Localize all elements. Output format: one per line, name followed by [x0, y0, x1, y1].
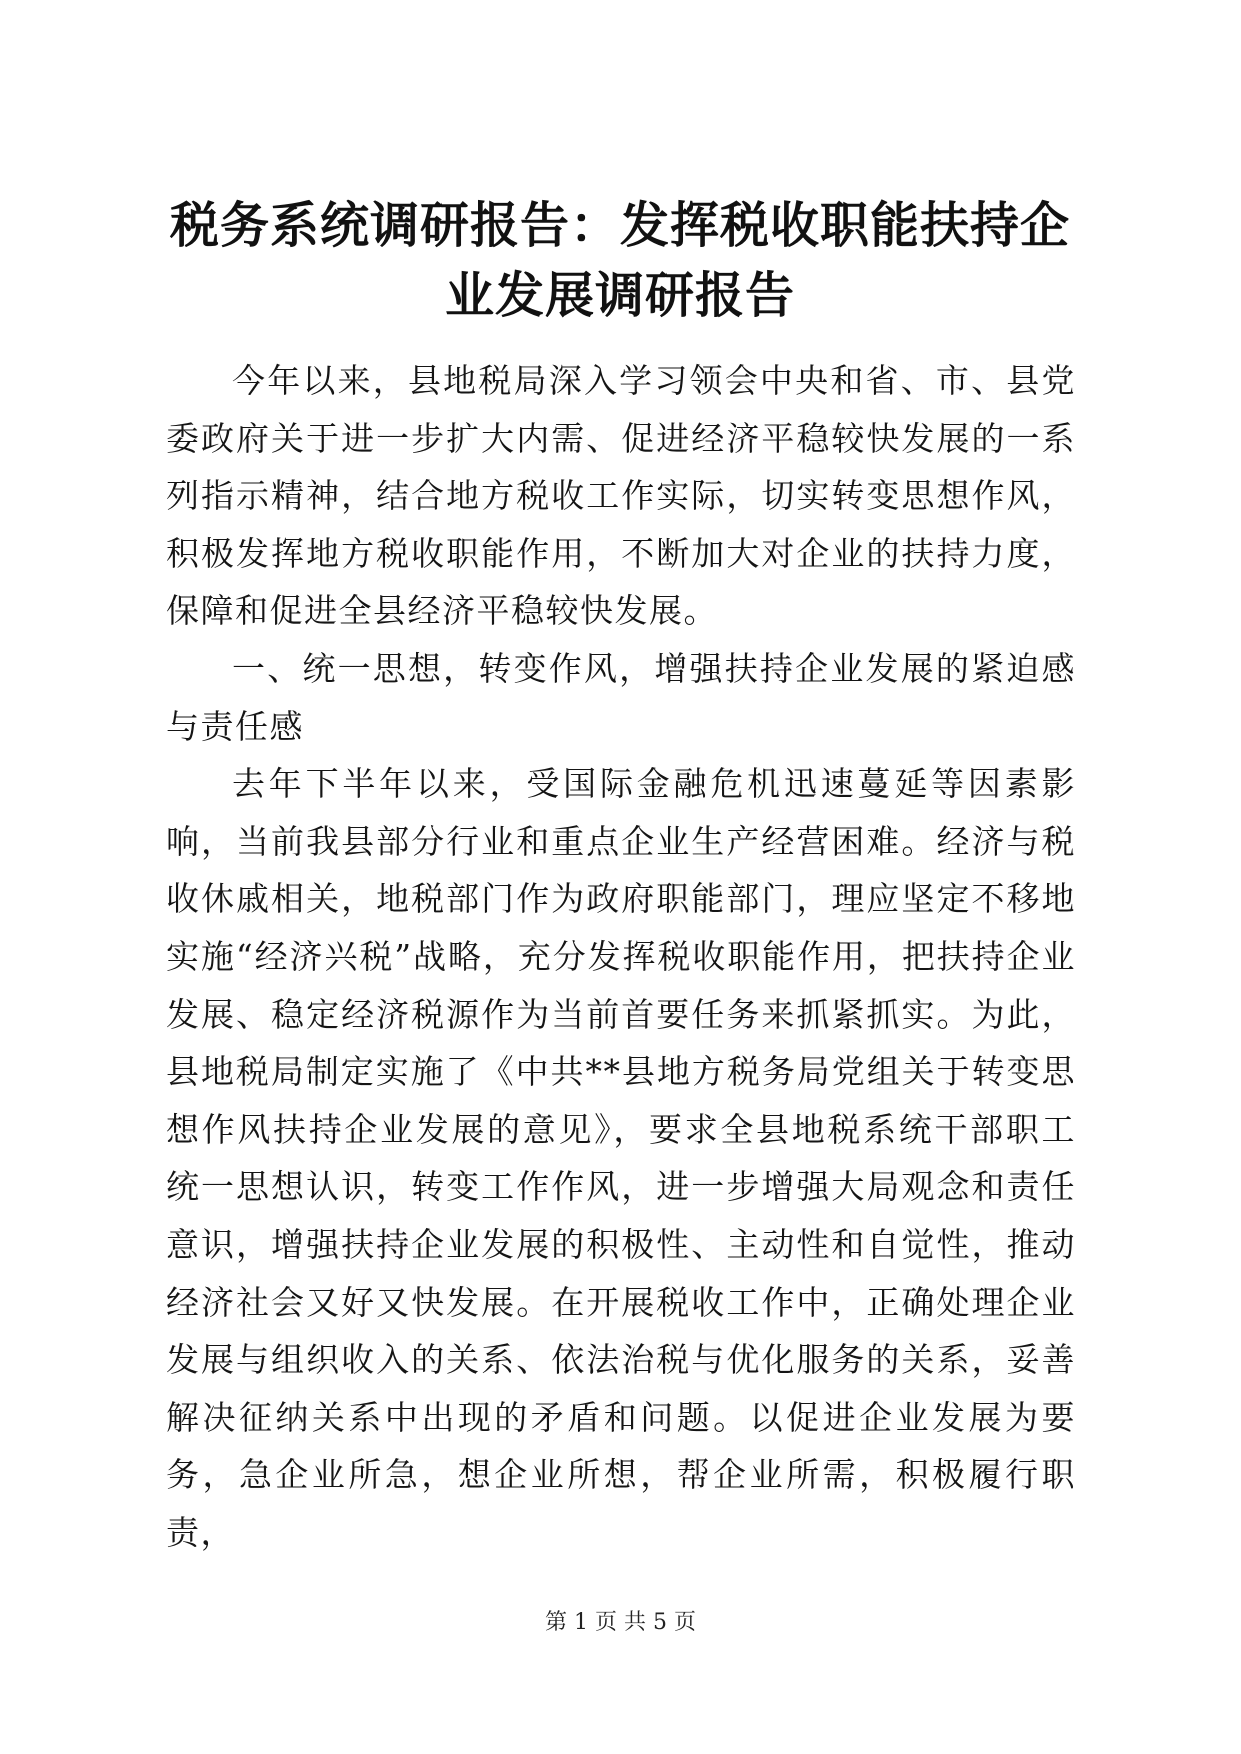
document-title: 税务系统调研报告：发挥税收职能扶持企业发展调研报告 — [169, 196, 1070, 324]
page-footer — [0, 1608, 1241, 1638]
section-heading: 一、统一思想，转变作风，增强扶持企业发展的紧迫感与责任感 — [166, 648, 1076, 746]
page-number: 第 1 页 共 5 页 — [545, 1610, 696, 1635]
document-body — [166, 352, 1076, 1561]
body-paragraph: 今年以来，县地税局深入学习领会中央和省、市、县党委政府关于进一步扩大内需、促进经济平稳较快发展的一系列指示精神，结合地方税收工作实际，切实转变思想作风，积极发挥地方税收职能作用，不断加大对企业的扶持力度，保障和促进全县经济平稳较快发展。 — [166, 361, 1076, 631]
body-paragraph: 去年下半年以来，受国际金融危机迅速蔓延等因素影响，当前我县部分行业和重点企业生产经营困难。经济与税收休戚相关，地税部门作为政府职能部门，理应坚定不移地实施“经济兴税”战略，充分发挥税收职能作用，把扶持企业发展、稳定经济税源作为当前首要任务来抓紧抓实。为此，县地税局制定实施了《中共**县地方税务局党组关于转变思想作风扶持企业发展的意见》，要求全县地税系统干部职工统一思想认识，转变工作作风，进一步增强大局观念和责任意识，增强扶持企业发展的积极性、主动性和自觉性，推动经济社会又好又快发展。在开展税收工作中，正确处理企业发展与组织收入的关系、依法治税与优化服务的关系，妥善解决征纳关系中出现的矛盾和问题。以促进企业发展为要务，急企业所急，想企业所想，帮企业所需，积极履行职责， — [166, 764, 1076, 1552]
